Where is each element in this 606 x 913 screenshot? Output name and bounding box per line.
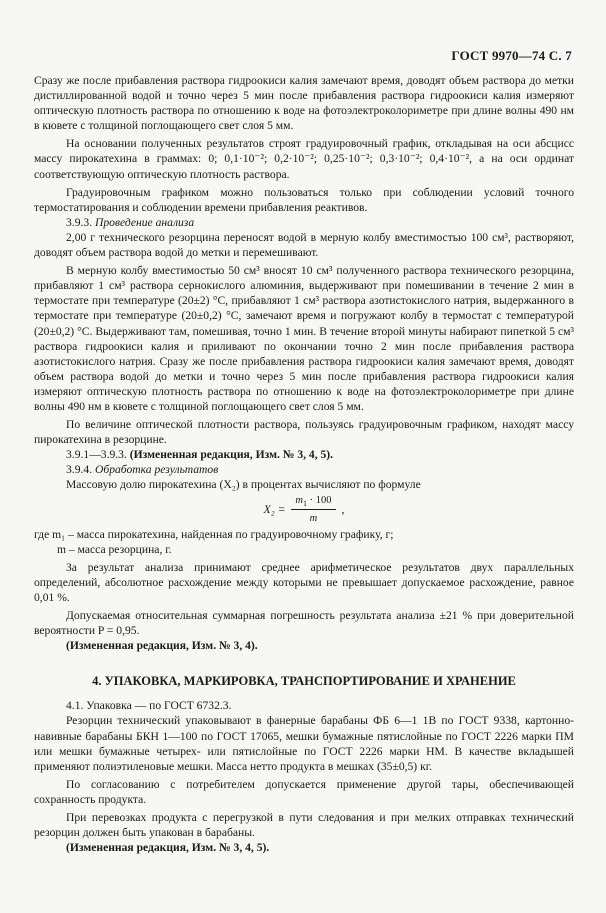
revision-note: [66, 447, 574, 462]
paragraph: 2,00 г технического резорцина переносят водой в мерную колбу вместимостью 100 см³, растворяют, доводят объем раствора водой до метки и перемешивают.: [34, 230, 574, 260]
paragraph: При перевозках продукта с перегрузкой в пути следования и при мелких отправках технический резорцин должен быть упакован в барабаны.: [34, 811, 574, 840]
variable-definition: где m₁ – масса пирокатехина, найденная по градуировочному графику, г;: [34, 527, 394, 541]
formula-comma: ,: [341, 502, 345, 516]
clause-4-1: 4.1. Упаковка — по ГОСТ 6732.3.: [66, 699, 232, 713]
subsection-title: Проведение анализа: [95, 215, 195, 229]
paragraph: Массовую долю пирокатехина (X₂) в процентах вычисляют по формуле: [66, 478, 421, 492]
subsection-heading-3-9-4: [66, 462, 574, 477]
formula: [34, 493, 574, 527]
section-heading: 4. УПАКОВКА, МАРКИРОВКА, ТРАНСПОРТИРОВАНИЕ И ХРАНЕНИЕ: [92, 674, 516, 689]
paragraph: Резорцин технический упаковывают в фанерные барабаны ФБ 6—1 1В по ГОСТ 9338, картонно-навивные барабаны БКН 1—100 по ГОСТ 17065, мешки бумажные пятислойные по ГОСТ 2226 марки ПМ или мешки бумажные четырех- или пятислойные по ГОСТ 2226 марки НМ. В качестве вкладышей применяют полиэтиленовые мешки. Масса нетто продукта в мешках (35±0,5) кг.: [34, 714, 574, 773]
revision-note: (Измененная редакция, Изм. № 3, 4).: [66, 639, 258, 653]
paragraph: На основании полученных результатов строят градуировочный график, откладывая на оси абсцисс массу пирокатехина в граммах: 0; 0,1·10⁻²; 0,2·10⁻²; 0,25·10⁻²; 0,3·10⁻²; 0,4·10⁻², а на оси ординат соответствующую оптическую плотность раствора.: [34, 137, 574, 181]
subsection-number: 3.9.4.: [66, 463, 93, 477]
subsection-title: Обработка результатов: [95, 463, 219, 477]
paragraph: Допускаемая относительная суммарная погрешность результата анализа ±21 % при доверительной вероятности P = 0,95.: [34, 609, 574, 638]
page-header: ГОСТ 9970—74 С. 7: [451, 48, 572, 63]
document-body: [34, 73, 574, 855]
formula-fraction: [291, 493, 335, 526]
paragraph: За результат анализа принимают среднее арифметическое результатов двух параллельных определений, абсолютное расхождение между которыми не превышает допускаемое расхождение, равное 0,01 %.: [34, 560, 574, 604]
formula-lhs: X₂ =: [263, 502, 286, 516]
paragraph: По величине оптической плотности раствора, пользуясь градуировочным графиком, находят массу пирокатехина в резорцине.: [34, 418, 574, 447]
formula-numerator: $m_1 \cdot 100$: [291, 493, 335, 510]
paragraph: Сразу же после прибавления раствора гидроокиси калия замечают время, доводят объем раствора до метки дистиллированной водой и точно через 5 мин после прибавления раствора гидроокиси калия измеряют оптическую плотность раствора по отношению к воде на фотоэлектроколориметре при длине волны 490 нм в кювете с толщиной поглощающего свет слоя 5 мм.: [34, 74, 574, 133]
paragraph: В мерную колбу вместимостью 50 см³ вносят 10 см³ полученного раствора технического резорцина, прибавляют 1 см³ раствора сернокислого алюминия, выдерживают при помешивании в течение 2 мин в термостате при температуре (20±2) °С, прибавляют 1 см³ раствора азотистокислого натрия, выдержанного в термостате при температуре (20±0,2) °С, замечают время и погружают колбу в термостат с температурой (20±0,2) °С. Выдерживают там, помешивая, точно 1 мин. В течение второй минуты набирают пипеткой 5 см³ раствора гидроокиси калия и приливают по окончании точно 2 мин после прибавления раствора азотистокислого натрия. Сразу же после прибавления раствора гидроокиси калия замечают время, доводят объем раствора водой до метки и точно через 5 мин после прибавления раствора гидроокиси калия измеряют оптическую плотность раствора по отношению к воде на фотоэлектроколориметре при длине волны 490 нм в кювете с толщиной поглощающего свет слоя 5 мм.: [34, 264, 574, 413]
subsection-number: 3.9.3.: [66, 215, 93, 229]
subsection-heading-3-9-3: [66, 215, 574, 230]
paragraph: По согласованию с потребителем допускается применение другой тары, обеспечивающей сохранность продукта.: [34, 777, 574, 806]
revision-text: (Измененная редакция, Изм. № 3, 4, 5).: [129, 448, 334, 462]
paragraph: Градуировочным графиком можно пользоваться только при соблюдении условий точного термостатирования и соблюдении времени прибавления реактивов.: [34, 185, 574, 214]
revision-note: (Измененная редакция, Изм. № 3, 4, 5).: [66, 841, 270, 855]
formula-denominator: m: [309, 513, 318, 525]
variable-definition: m – масса резорцина, г.: [57, 542, 172, 556]
revision-range: 3.9.1—3.9.3.: [66, 448, 127, 462]
